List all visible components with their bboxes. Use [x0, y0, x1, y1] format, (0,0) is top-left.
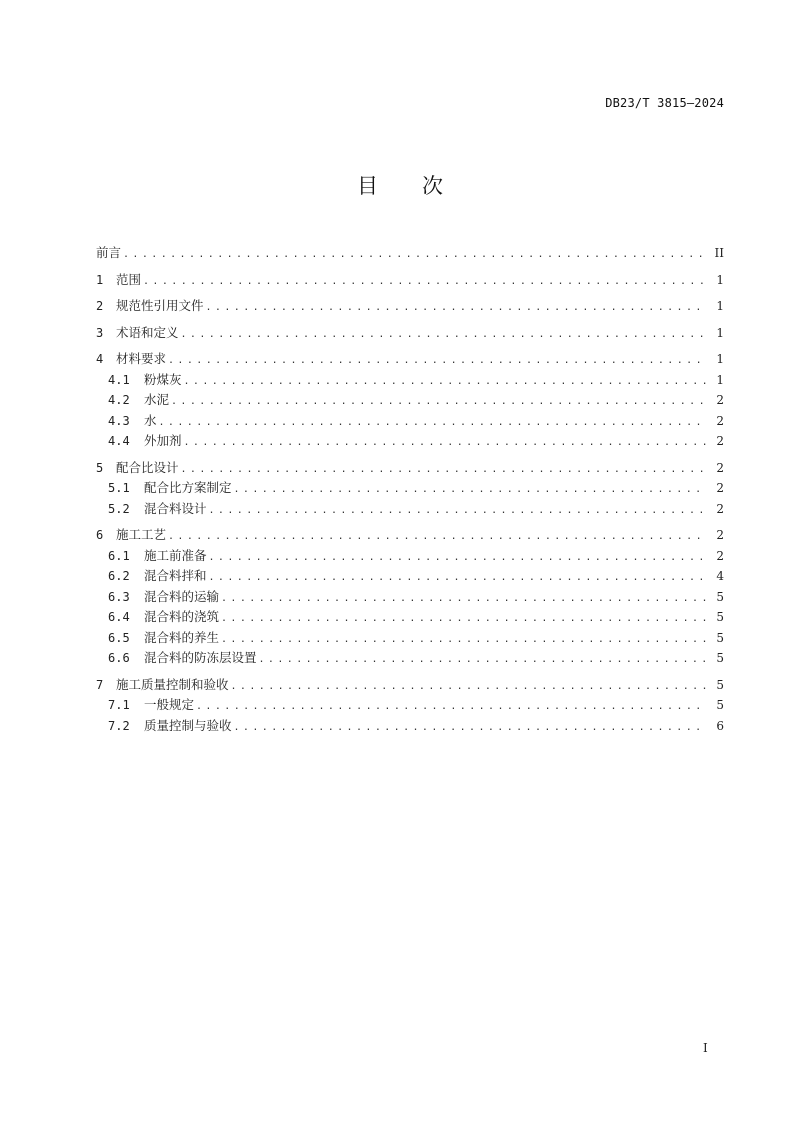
- dot-leader: [159, 413, 706, 434]
- dot-leader: [221, 630, 706, 651]
- document-code: DB23/T 3815—2024: [605, 96, 724, 110]
- toc-chapter-entry[interactable]: [96, 243, 724, 264]
- toc-entry-page: 2: [716, 393, 724, 407]
- toc-section-entry[interactable]: [96, 546, 724, 567]
- toc-entry-page: 6: [716, 718, 724, 733]
- toc-section-entry[interactable]: [96, 390, 724, 411]
- dot-leader: [234, 718, 706, 739]
- toc-entry-number: 4.3: [108, 413, 130, 428]
- dot-leader: [184, 372, 706, 393]
- toc-section-entry[interactable]: [96, 478, 724, 499]
- toc-entry-number: 2: [96, 299, 104, 313]
- toc-entry-title: 混合料的防冻层设置: [144, 650, 257, 665]
- toc-entry-title: 水泥: [144, 392, 170, 407]
- toc-entry-number: 7.1: [108, 698, 130, 712]
- toc-entry-number: 6.4: [108, 610, 130, 624]
- toc-entry-title: 前言: [96, 245, 122, 260]
- toc-entry-title: 术语和定义: [116, 324, 179, 340]
- toc-entry-page: 4: [716, 569, 724, 583]
- toc-entry-title: 质量控制与验收: [144, 717, 232, 733]
- toc-entry-page: 5: [716, 677, 724, 692]
- toc-entry-number: 1: [96, 272, 104, 287]
- toc-entry-number: 5.2: [108, 501, 130, 516]
- toc-entry-number: 7.2: [108, 718, 130, 733]
- toc-entry-page: 1: [716, 372, 724, 387]
- toc-entry-page: 1: [716, 272, 724, 287]
- toc-entry-page: 1: [716, 299, 724, 313]
- toc-entry-title: 一般规定: [144, 697, 195, 712]
- dot-leader: [123, 245, 706, 266]
- toc-entry-title: 范围: [116, 271, 142, 287]
- dot-leader: [231, 677, 706, 698]
- toc-entry-title: 外加剂: [144, 433, 182, 448]
- toc-entry-title: 混合料的运输: [144, 588, 220, 604]
- toc-entry-number: 3: [96, 325, 104, 340]
- toc-entry-title: 施工质量控制和验收: [116, 676, 229, 692]
- dot-leader: [168, 351, 706, 372]
- toc-entry-number: 5.1: [108, 481, 130, 495]
- dot-leader: [181, 460, 706, 481]
- dot-leader: [209, 548, 706, 569]
- toc-entry-page: 2: [716, 434, 724, 448]
- dot-leader: [221, 589, 706, 610]
- dot-leader: [171, 392, 706, 413]
- toc-chapter-entry[interactable]: [96, 323, 724, 344]
- toc-section-entry[interactable]: [96, 411, 724, 432]
- dot-leader: [196, 697, 706, 718]
- toc-section-entry[interactable]: [96, 716, 724, 737]
- toc-entry-page: 5: [716, 589, 724, 604]
- table-of-contents: [96, 243, 724, 736]
- dot-leader: [143, 272, 706, 293]
- toc-entry-page: 5: [716, 630, 724, 645]
- toc-entry-title: 混合料设计: [144, 500, 207, 516]
- toc-entry-number: 6.3: [108, 589, 130, 604]
- dot-leader: [168, 527, 706, 548]
- toc-section-entry[interactable]: [96, 607, 724, 628]
- toc-entry-title: 材料要求: [116, 351, 167, 366]
- toc-entry-page: 5: [716, 651, 724, 665]
- dot-leader: [181, 325, 706, 346]
- toc-section-entry[interactable]: [96, 587, 724, 608]
- toc-section-entry[interactable]: [96, 695, 724, 716]
- toc-entry-page: 1: [716, 352, 724, 366]
- toc-chapter-entry[interactable]: [96, 270, 724, 291]
- page-title: 目次: [357, 174, 487, 198]
- dot-leader: [209, 501, 706, 522]
- toc-entry-page: 1: [716, 325, 724, 340]
- toc-entry-number: 4.1: [108, 372, 130, 387]
- toc-section-entry[interactable]: [96, 628, 724, 649]
- toc-entry-title: 配合比方案制定: [144, 480, 232, 495]
- dot-leader: [184, 433, 706, 454]
- toc-entry-page: 5: [716, 698, 724, 712]
- toc-entry-title: 混合料的养生: [144, 629, 220, 645]
- dot-leader: [259, 650, 706, 671]
- dot-leader: [209, 568, 706, 589]
- toc-entry-page: 2: [716, 501, 724, 516]
- toc-entry-number: 5: [96, 460, 104, 475]
- toc-entry-title: 施工前准备: [144, 547, 207, 563]
- toc-section-entry[interactable]: [96, 648, 724, 669]
- toc-entry-page: 2: [716, 528, 724, 542]
- toc-entry-page: II: [714, 246, 724, 260]
- toc-entry-number: 6.6: [108, 651, 130, 665]
- toc-entry-page: 5: [716, 610, 724, 624]
- toc-entry-title: 粉煤灰: [144, 371, 182, 387]
- toc-entry-title: 水: [144, 412, 157, 428]
- toc-entry-page: 2: [716, 413, 724, 428]
- toc-entry-number: 6.5: [108, 630, 130, 645]
- toc-entry-number: 4.2: [108, 393, 130, 407]
- toc-chapter-entry[interactable]: [96, 675, 724, 696]
- toc-entry-title: 施工工艺: [116, 527, 167, 542]
- toc-entry-title: 混合料的浇筑: [144, 609, 220, 624]
- toc-entry-number: 6: [96, 528, 104, 542]
- dot-leader: [206, 298, 706, 319]
- toc-section-entry[interactable]: [96, 431, 724, 452]
- toc-chapter-entry[interactable]: [96, 458, 724, 479]
- toc-section-entry[interactable]: [96, 499, 724, 520]
- toc-entry-page: 2: [716, 460, 724, 475]
- toc-entry-number: 6.2: [108, 569, 130, 583]
- toc-entry-page: 2: [716, 548, 724, 563]
- toc-entry-number: 4.4: [108, 434, 130, 448]
- toc-entry-title: 混合料拌和: [144, 568, 207, 583]
- toc-chapter-entry[interactable]: [96, 296, 724, 317]
- toc-entry-page: 2: [716, 481, 724, 495]
- toc-entry-number: 7: [96, 677, 104, 692]
- toc-section-entry[interactable]: [96, 370, 724, 391]
- page-number: I: [703, 1041, 708, 1055]
- toc-chapter-entry[interactable]: [96, 349, 724, 370]
- toc-section-entry[interactable]: [96, 566, 724, 587]
- dot-leader: [234, 480, 706, 501]
- toc-chapter-entry[interactable]: [96, 525, 724, 546]
- toc-entry-number: 4: [96, 352, 104, 366]
- dot-leader: [221, 609, 706, 630]
- toc-entry-title: 规范性引用文件: [116, 298, 204, 313]
- toc-entry-number: 6.1: [108, 548, 130, 563]
- toc-entry-title: 配合比设计: [116, 459, 179, 475]
